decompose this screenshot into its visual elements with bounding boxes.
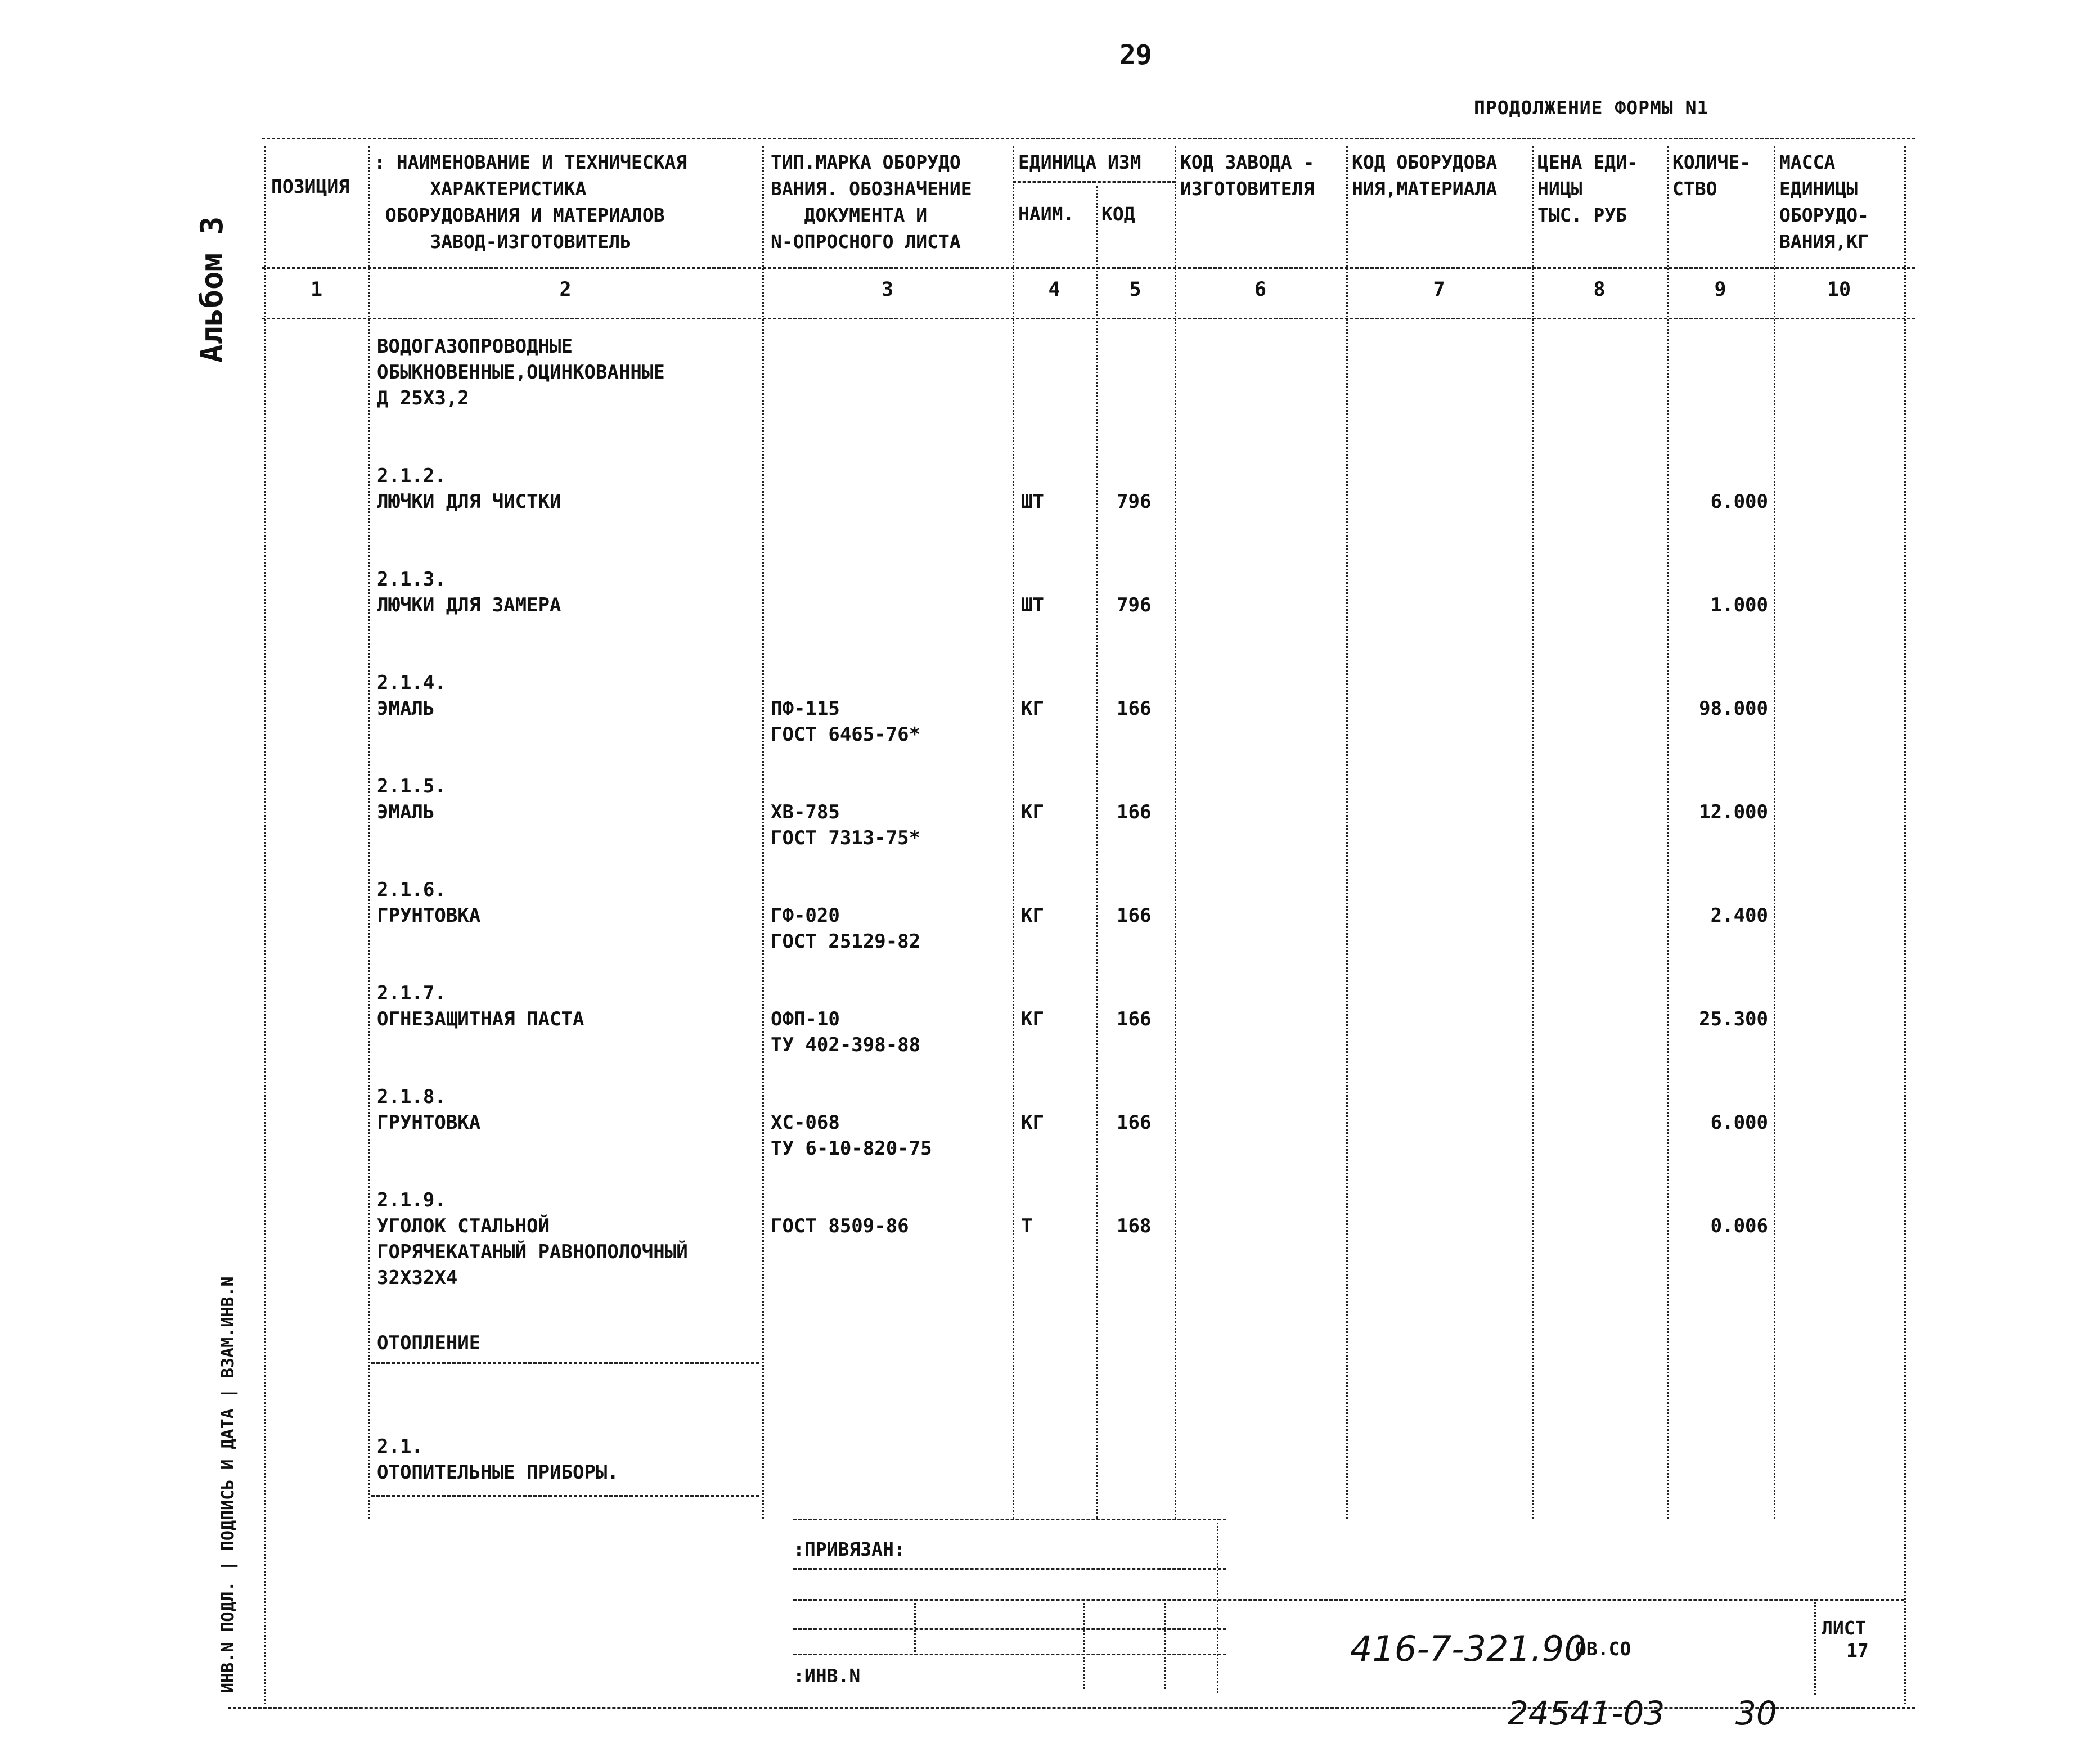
column-number: 10: [1827, 278, 1851, 301]
item-quantity: 25.300: [1699, 1008, 1768, 1030]
document-code-suffix: ОВ.СО: [1575, 1638, 1631, 1660]
item-quantity: 98.000: [1699, 697, 1768, 720]
item-unit-code: 796: [1117, 490, 1152, 513]
item-unit: КГ: [1021, 697, 1044, 720]
column-number: 9: [1714, 278, 1726, 301]
item-unit-code: 796: [1117, 594, 1152, 616]
item-quantity: 2.400: [1710, 904, 1768, 927]
item-quantity: 1.000: [1710, 594, 1768, 616]
header-position: ПОЗИЦИЯ: [271, 175, 350, 197]
document-code: 416-7-321.90: [1350, 1628, 1586, 1669]
item-unit: ШТ: [1021, 490, 1044, 513]
item-name: 2.1.9. УГОЛОК СТАЛЬНОЙ ГОРЯЧЕКАТАНЫЙ РАВНОПОЛОЧНЫЙ 32Х32Х4: [377, 1189, 688, 1289]
item-type: ХВ-785 ГОСТ 7313-75*: [771, 801, 921, 849]
item-quantity: 12.000: [1699, 801, 1768, 823]
column-number: 6: [1254, 278, 1267, 301]
item-unit: КГ: [1021, 801, 1044, 823]
section-heading: ОТОПЛЕНИЕ: [377, 1332, 481, 1354]
item-name: ВОДОГАЗОПРОВОДНЫЕ ОБЫКНОВЕННЫЕ,ОЦИНКОВАННЫЕ Д 25Х3,2: [377, 335, 665, 409]
header-name: : НАИМЕНОВАНИЕ И ТЕХНИЧЕСКАЯ ХАРАКТЕРИСТИКА ОБОРУДОВАНИЯ И МАТЕРИАЛОВ ЗАВОД-ИЗГОТОВИТЕЛЬ: [374, 151, 687, 253]
column-number: 7: [1433, 278, 1445, 301]
subsection-underline: [371, 1495, 759, 1497]
item-unit: КГ: [1021, 1111, 1044, 1134]
header-mass: МАССА ЕДИНИЦЫ ОБОРУДО- ВАНИЯ,КГ: [1779, 151, 1869, 253]
item-name: 2.1.5. ЭМАЛЬ: [377, 775, 446, 823]
column-number: 1: [310, 278, 323, 301]
item-unit-code: 166: [1117, 801, 1152, 823]
item-quantity: 6.000: [1710, 490, 1768, 513]
column-number: 4: [1048, 278, 1060, 301]
subsection-heading: 2.1. ОТОПИТЕЛЬНЫЕ ПРИБОРЫ.: [377, 1435, 619, 1484]
item-unit: Т: [1021, 1215, 1033, 1237]
header-factory-code: КОД ЗАВОДА - ИЗГОТОВИТЕЛЯ: [1180, 151, 1315, 200]
item-name: 2.1.6. ГРУНТОВКА: [377, 879, 481, 927]
header-unit-code: КОД: [1101, 203, 1135, 225]
header-quantity: КОЛИЧЕ- СТВО: [1672, 151, 1751, 200]
header-unit: ЕДИНИЦА ИЗМ: [1018, 151, 1141, 173]
item-name: 2.1.4. ЭМАЛЬ: [377, 672, 446, 720]
column-number: 2: [559, 278, 572, 301]
column-number: 5: [1129, 278, 1141, 301]
item-unit-code: 166: [1117, 1111, 1152, 1134]
item-unit: ШТ: [1021, 594, 1044, 616]
item-name: 2.1.2. ЛЮЧКИ ДЛЯ ЧИСТКИ: [377, 465, 561, 513]
item-name: 2.1.3. ЛЮЧКИ ДЛЯ ЗАМЕРА: [377, 568, 561, 616]
sheet-number: 17: [1846, 1640, 1869, 1661]
item-type: ГФ-020 ГОСТ 25129-82: [771, 904, 921, 953]
item-type: ХС-068 ТУ 6-10-820-75: [771, 1111, 932, 1160]
sheet-label: ЛИСТ: [1822, 1617, 1867, 1639]
item-unit-code: 166: [1117, 1008, 1152, 1030]
item-unit: КГ: [1021, 1008, 1044, 1030]
item-unit: КГ: [1021, 904, 1044, 927]
item-type: ОФП-10 ТУ 402-398-88: [771, 1008, 921, 1056]
item-quantity: 0.006: [1710, 1215, 1768, 1237]
column-number: 8: [1593, 278, 1606, 301]
form-title: ПРОДОЛЖЕНИЕ ФОРМЫ N1: [1474, 97, 1709, 119]
page-number: 29: [1119, 39, 1152, 71]
item-unit-code: 166: [1117, 904, 1152, 927]
item-unit-code: 166: [1117, 697, 1152, 720]
side-stamp: ИНВ.N ПОДЛ. | ПОДПИСЬ И ДАТА | ВЗАМ.ИНВ.N: [218, 1276, 238, 1693]
header-type: ТИП.МАРКА ОБОРУДО ВАНИЯ. ОБОЗНАЧЕНИЕ ДОКУМЕНТА И N-ОПРОСНОГО ЛИСТА: [771, 151, 972, 253]
column-number: 3: [881, 278, 894, 301]
header-price: ЦЕНА ЕДИ- НИЦЫ ТЫС. РУБ: [1537, 151, 1638, 226]
item-name: 2.1.8. ГРУНТОВКА: [377, 1086, 481, 1134]
header-material-code: КОД ОБОРУДОВА НИЯ,МАТЕРИАЛА: [1352, 151, 1498, 200]
header-unit-name: НАИМ.: [1018, 203, 1074, 225]
item-name: 2.1.7. ОГНЕЗАЩИТНАЯ ПАСТА: [377, 982, 584, 1030]
inventory-number-label: :ИНВ.N: [793, 1665, 861, 1687]
privyazan-label: :ПРИВЯЗАН:: [793, 1538, 905, 1560]
album-label: Альбом 3: [194, 216, 230, 363]
item-quantity: 6.000: [1710, 1111, 1768, 1134]
item-type: ПФ-115 ГОСТ 6465-76*: [771, 697, 921, 746]
bottom-code: 24541-03: [1508, 1694, 1665, 1732]
section-underline: [371, 1362, 759, 1364]
item-type: ГОСТ 8509-86: [771, 1215, 909, 1237]
bottom-page-number: 30: [1735, 1694, 1777, 1732]
item-unit-code: 168: [1117, 1215, 1152, 1237]
